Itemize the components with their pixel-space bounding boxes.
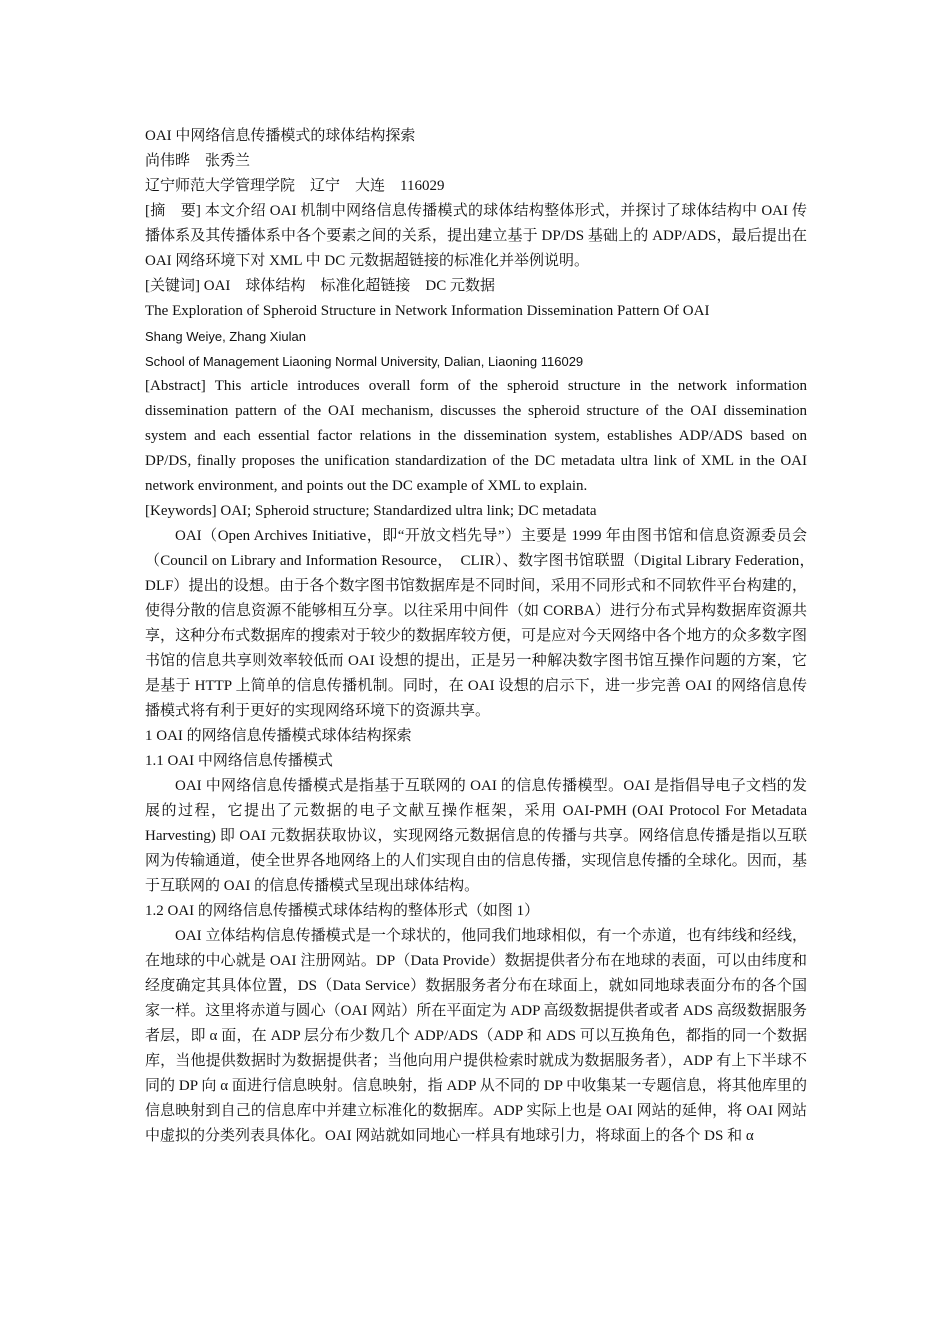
authors-en: Shang Weiye, Zhang Xiulan <box>145 329 306 344</box>
section-heading-1-2: 1.2 OAI 的网络信息传播模式球体结构的整体形式（如图 1） <box>145 903 540 919</box>
abstract-cn: [摘 要] 本文介绍 OAI 机制中网络信息传播模式的球体结构整体形式，并探讨了球体结构中 OAI 传播体系及其传播体系中各个要素之间的关系，提出建立基于 DP/DS 基础上的 ADP/ADS，最后提出在 OAI 网络环境下对 XML 中 DC 元数据超链接的标准化并举例说明。 <box>145 203 807 269</box>
keywords-cn: [关键词] OAI 球体结构 标准化超链接 DC 元数据 <box>145 278 495 294</box>
authors-cn: 尚伟晔 张秀兰 <box>145 153 251 169</box>
affiliation-cn: 辽宁师范大学管理学院 辽宁 大连 116029 <box>145 178 445 194</box>
section-heading-1: 1 OAI 的网络信息传播模式球体结构探索 <box>145 728 412 744</box>
paper-title: OAI 中网络信息传播模式的球体结构探索 <box>145 128 416 144</box>
paragraph-1-2: OAI 立体结构信息传播模式是一个球状的，他同我们地球相似，有一个赤道，也有纬线和经线，在地球的中心就是 OAI 注册网站。DP（Data Provide）数据提供者分布在地球的表面，可以由纬度和经度确定其具体位置，DS（Data Service）数据服务者分布在球面上，就如同地球表面分布的各个国家一样。这里将赤道与圆心（OAI 网站）所在平面定为 ADP 高级数据提供者或者 ADS 高级数据服务者层，即 α 面，在 ADP 层分布少数几个 ADP/ADS（ADP 和 ADS 可以互换角色，都指的同一个数据库，当他提供数据时为数据提供者；当他向用户提供检索时就成为数据服务者），ADP 有上下半球不同的 DP 向 α 面进行信息映射。信息映射，指 ADP 从不同的 DP 中收集某一专题信息，将其他库里的信息映射到自己的信息库中并建立标准化的数据库。ADP 实际上也是 OAI 网站的延伸，将 OAI 网站中虚拟的分类列表具体化。OAI 网站就如同地心一样具有地球引力，将球面上的各个 DS 和 α <box>145 928 807 1144</box>
keywords-en: [Keywords] OAI; Spheroid structure; Standardized ultra link; DC metadata <box>145 503 597 519</box>
document-body <box>145 124 823 1149</box>
intro-paragraph: OAI（Open Archives Initiative，即“开放文档先导”）主要是 1999 年由图书馆和信息资源委员会（Council on Library and Information Resource， CLIR）、数字图书馆联盟（Digital Library Federation， DLF）提出的设想。由于各个数字图书馆数据库是不同时间，采用不同形式和不同软件平台构建的，使得分散的信息资源不能够相互分享。以往采用中间件（如 CORBA）进行分布式异构数据库资源共享，这种分布式数据库的搜索对于较少的数据库较方便，可是应对今天网络中各个地方的众多数字图书馆的信息共享则效率较低而 OAI 设想的提出，正是另一种解决数字图书馆互操作问题的方案，它是基于 HTTP 上简单的信息传播机制。同时，在 OAI 设想的启示下，进一步完善 OAI 的网络信息传播模式将有利于更好的实现网络环境下的资源共享。 <box>145 528 823 719</box>
affiliation-en: School of Management Liaoning Normal University, Dalian, Liaoning 116029 <box>145 354 584 369</box>
paragraph-1-1: OAI 中网络信息传播模式是指基于互联网的 OAI 的信息传播模型。OAI 是指倡导电子文档的发展的过程，它提出了元数据的电子文献互操作框架，采用 OAI-PMH (OAI Protocol For Metadata Harvesting) 即 OAI 元数据获取协议，实现网络元数据信息的传播与共享。网络信息传播是指以互联网为传输通道，使全世界各地网络上的人们实现自由的信息传播，实现信息传播的全球化。因而，基于互联网的 OAI 的信息传播模式呈现出球体结构。 <box>145 778 807 894</box>
section-heading-1-1: 1.1 OAI 中网络信息传播模式 <box>145 753 333 769</box>
abstract-en: [Abstract] This article introduces overall form of the spheroid structure in the network information dissemination pattern of the OAI mechanism, discusses the spheroid structure of the OAI dissemination system and each essential factor relations in the dissemination system, establishes ADP/ADS based on DP/DS, finally proposes the unification standardization of the DC metadata ultra link of XML in the OAI network environment, and points out the DC example of XML to explain. <box>145 378 807 494</box>
title-en: The Exploration of Spheroid Structure in Network Information Dissemination Pattern Of OAI <box>145 303 710 319</box>
